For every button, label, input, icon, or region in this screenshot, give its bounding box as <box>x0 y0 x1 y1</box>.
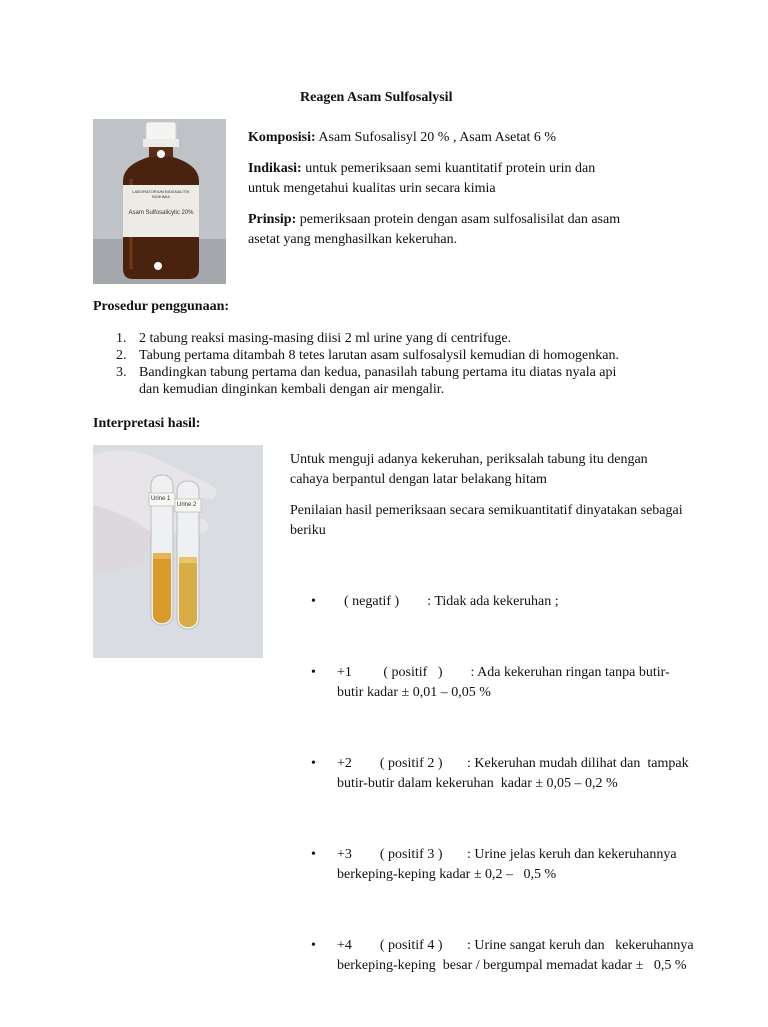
prinsip-text-2: asetat yang menghasilkan kekeruhan. <box>248 232 458 247</box>
result-line-continued: berkeping-keping kadar ± 0,2 – 0,5 % <box>337 867 557 882</box>
komposisi-text: Asam Sufosalisyl 20 % , Asam Asetat 6 % <box>315 130 557 145</box>
prinsip-label: Prinsip: <box>248 212 297 227</box>
prosedur-step <box>93 364 733 398</box>
prosedur-step <box>93 330 733 347</box>
bottle-label-line-1: LABORATORIUM BIOANALITIK <box>132 189 190 194</box>
indikasi <box>248 159 748 199</box>
result-line: +1 ( positif ) : Ada kekeruhan ringan tanpa butir- <box>337 665 670 680</box>
result-line: +2 ( positif 2 ) : Kekeruhan mudah dilihat dan tampak <box>337 756 689 771</box>
prosedur-step <box>93 347 733 364</box>
prosedur-heading: Prosedur penggunaan: <box>93 299 230 314</box>
indikasi-label: Indikasi: <box>248 161 302 176</box>
interpretasi-block <box>290 450 750 1027</box>
step-text-continued: dan kemudian dinginkan kembali dengan air mengalir. <box>139 382 445 397</box>
result-line: +3 ( positif 3 ) : Urine jelas keruh dan kekeruhannya <box>337 847 677 862</box>
info-block <box>248 128 748 250</box>
step-number: 3. <box>116 365 127 380</box>
intro-line-2: cahaya berpantul dengan latar belakang hitam <box>290 472 547 487</box>
bullet-icon: • <box>311 938 316 953</box>
step-number: 2. <box>116 348 127 363</box>
result-item <box>290 663 750 703</box>
prinsip-text-1: pemeriksaan protein dengan asam sulfosalisilat dan asam <box>296 212 621 227</box>
intro-text <box>290 450 750 490</box>
bullet-icon: • <box>311 756 316 771</box>
intro-line-1: Untuk menguji adanya kekeruhan, periksalah tabung itu dengan <box>290 452 648 467</box>
result-line: ( negatif ) : Tidak ada kekeruhan ; <box>337 594 559 609</box>
penilaian-line-2: beriku <box>290 523 326 538</box>
result-item <box>290 592 750 612</box>
page-title: Reagen Asam Sulfosalysil <box>300 90 453 105</box>
test-tubes-illustration <box>93 445 263 658</box>
indikasi-text-1: untuk pemeriksaan semi kuantitatif protein urin dan <box>301 161 596 176</box>
bottle-label-line-3: Asam Sulfosalicylic 20% <box>128 210 194 216</box>
result-item <box>290 845 750 885</box>
prinsip <box>248 210 748 250</box>
tube-label-1: Urine 1 <box>151 496 171 502</box>
step-text: 2 tabung reaksi masing-masing diisi 2 ml urine yang di centrifuge. <box>139 331 512 346</box>
result-line-continued: berkeping-keping besar / bergumpal memadat kadar ± 0,5 % <box>337 958 687 973</box>
result-item <box>290 754 750 794</box>
test-tubes-photo <box>93 445 263 658</box>
result-line-continued: butir-butir dalam kekeruhan kadar ± 0,05 – 0,2 % <box>337 776 618 791</box>
tube-label-2: Urine 2 <box>177 502 197 508</box>
bullet-icon: • <box>311 665 316 680</box>
step-number: 1. <box>116 331 127 346</box>
result-item <box>290 936 750 976</box>
bullet-icon: • <box>311 594 316 609</box>
komposisi <box>248 128 748 148</box>
bottle-label-line-2: BIOKIMIA <box>152 194 170 199</box>
bottle-label-text <box>125 189 197 217</box>
prosedur-list <box>93 330 733 398</box>
step-text: Bandingkan tabung pertama dan kedua, panasilah tabung pertama itu diatas nyala api <box>139 365 617 380</box>
penilaian-line-1: Penilaian hasil pemeriksaan secara semikuantitatif dinyatakan sebagai <box>290 503 683 518</box>
interpretasi-heading: Interpretasi hasil: <box>93 416 201 431</box>
result-line-continued: butir kadar ± 0,01 – 0,05 % <box>337 685 491 700</box>
result-list <box>290 552 750 1027</box>
komposisi-label: Komposisi: <box>248 130 316 145</box>
step-text: Tabung pertama ditambah 8 tetes larutan asam sulfosalysil kemudian di homogenkan. <box>139 348 619 363</box>
penilaian-text <box>290 501 750 541</box>
reagent-bottle-photo <box>93 119 226 284</box>
bullet-icon: • <box>311 847 316 862</box>
indikasi-text-2: untuk mengetahui kualitas urin secara kimia <box>248 181 496 196</box>
result-line: +4 ( positif 4 ) : Urine sangat keruh dan kekeruhannya <box>337 938 694 953</box>
